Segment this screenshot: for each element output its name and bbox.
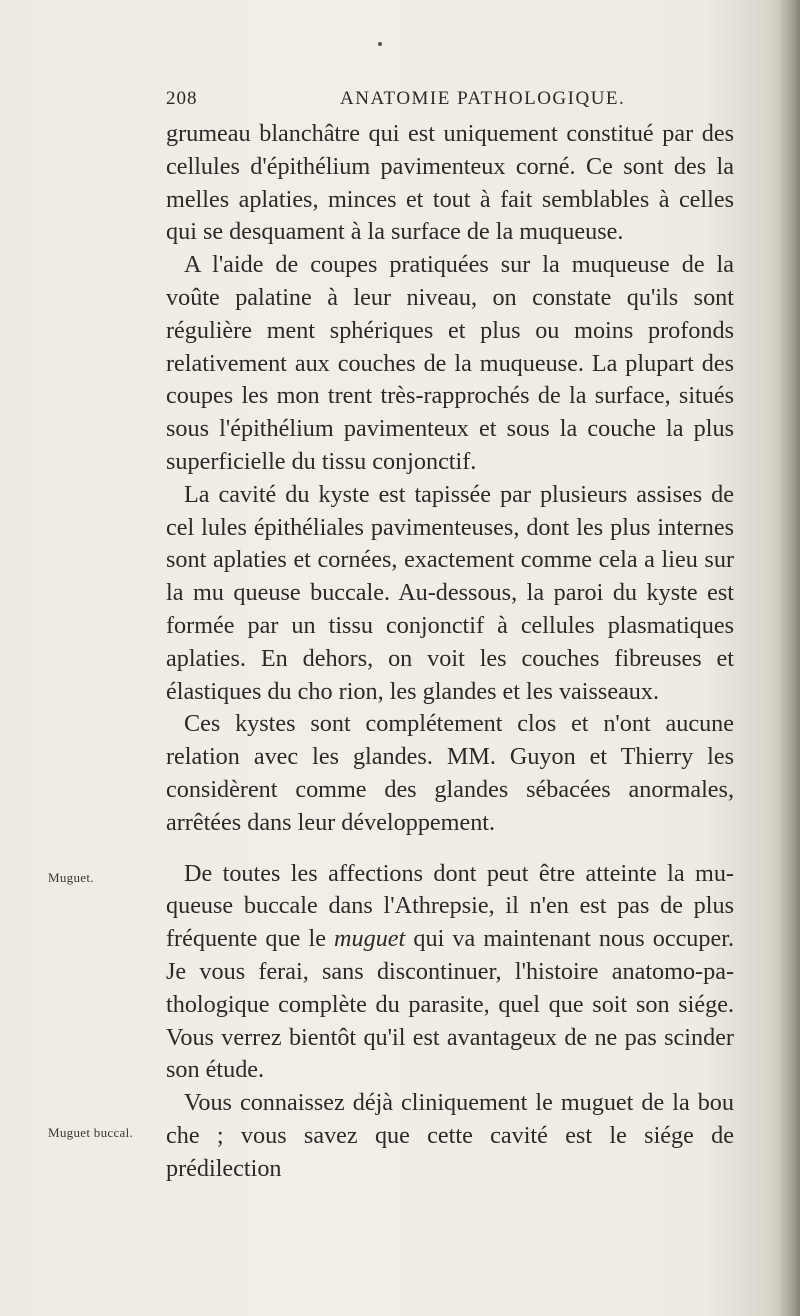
italic-term-muguet: muguet <box>334 925 406 953</box>
text-line: conjonctif. <box>372 447 477 475</box>
text-line: cellules d'épithélium pavimenteux corné. Ce sont des la <box>166 152 734 180</box>
paragraph-6 <box>166 1087 734 1185</box>
text-line: palatine à leur niveau, on constate qu'ils sont régulière <box>166 283 734 344</box>
text-line: melles aplaties, minces et tout à fait semblables à celles qui <box>166 185 734 246</box>
text-line: rion, les glandes et les vaisseaux. <box>338 677 660 705</box>
page-edge-shadow <box>778 0 800 1316</box>
text-line: ment sphériques et plus ou moins profonds relativement <box>166 316 734 377</box>
running-title: ANATOMIE PATHOLOGIQUE. <box>340 88 626 109</box>
text-line: aux couches de la muqueuse. La plupart des coupes les mon <box>166 349 734 410</box>
text-line: A l'aide de coupes pratiquées sur la muqueuse de la voûte <box>166 251 734 311</box>
paragraph-3 <box>166 479 734 709</box>
text-line: par un tissu conjonctif à cellules plasmatiques aplaties. En <box>166 611 734 672</box>
paragraph-5 <box>166 858 734 1088</box>
text-line: grumeau blanchâtre qui est uniquement constitué par des <box>166 120 734 147</box>
text-line: La cavité du kyste est tapissée par plusieurs assises de cel <box>166 480 734 541</box>
text-line: développement. <box>341 808 496 836</box>
text-line: Ces kystes sont complétement clos et n'ont aucune relation <box>166 710 734 771</box>
page-number: 208 <box>166 88 198 109</box>
paragraph-2 <box>166 249 734 479</box>
page-header <box>166 88 726 118</box>
text-line: comme des glandes sébacées anormales, arrêtées dans leur <box>166 775 734 836</box>
text-line: Vous connaissez déjà cliniquement le muguet de la bou <box>184 1089 734 1117</box>
text-line: aplaties et cornées, exactement comme cela a lieu sur la mu <box>166 546 734 607</box>
margin-note-muguet-buccal: Muguet buccal. <box>48 1125 134 1140</box>
text-run: De toutes les affections dont peut être atteinte la mu- queuse buccale dans l'Athrepsie, il n'en est pas de plus fréquente que le <box>166 859 734 953</box>
text-line: che ; vous savez que cette cavité est le siége de prédilection <box>166 1121 734 1182</box>
text-line: se desquament à la surface de la muqueuse. <box>202 218 624 246</box>
body-text <box>166 118 734 1186</box>
text-line: queuse buccale. Au-dessous, la paroi du kyste est formée <box>166 579 734 639</box>
text-line: dehors, on voit les couches fibreuses et élastiques du cho <box>166 644 734 705</box>
text-line: pavimenteux et sous la couche la plus superficielle du tissu <box>166 415 734 475</box>
paragraph-4 <box>166 708 734 839</box>
text-line: avec les glandes. MM. Guyon et Thierry les considèrent <box>166 743 735 803</box>
ink-speck <box>378 42 382 46</box>
text-line: trent très-rapprochés de la surface, situés sous l'épithélium <box>166 382 734 443</box>
text-line: lules épithéliales pavimenteuses, dont les plus internes sont <box>166 513 734 574</box>
paragraph-1 <box>166 118 734 249</box>
text-run: qui va maintenant nous occuper. Je vous ferai, sans discontinuer, l'histoire anatomo-pa- thologique complète du parasite, quel que soit son siége. Vous verrez bientôt qu'il est avantageux de ne pas scinder son étude. <box>166 925 734 1084</box>
margin-note-muguet: Muguet. <box>48 870 94 885</box>
